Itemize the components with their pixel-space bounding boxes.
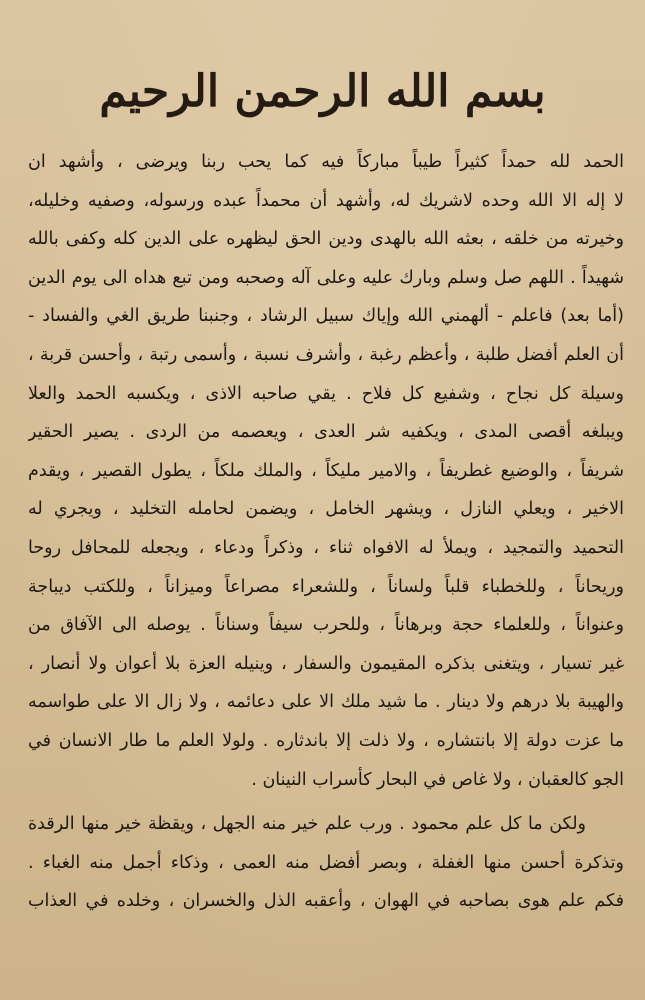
text-line: وخيرته من خلقه ، بعثه الله بالهدى ودين الحق ليظهره على الدين كله وكفى بالله bbox=[28, 229, 624, 250]
text-line: لا إله الا الله وحده لاشريك له، وأشهد أن محمداً عبده ورسوله، وصفيه وخليله، bbox=[28, 190, 624, 211]
text-line: شهيداً . اللهم صل وسلم وبارك عليه وعلى آله وصحبه ومن تبع هداه الى يوم الدين bbox=[28, 267, 624, 288]
text-line: والهيبة بلا درهم ولا دينار . ما شيد ملك الا على دعائمه ، ولا زال الا على طواسمه bbox=[28, 692, 624, 713]
text-line: التحميد والتمجيد ، ويملأ له الافواه ثناء ، وذكراً ودعاء ، ويجعله للمحافل روحا bbox=[28, 537, 624, 558]
text-line: ويبلغه أقصى المدى ، ويكفيه شر العدى ، ويعصمه من الردى . يصير الحقير bbox=[28, 422, 624, 443]
text-line: أن العلم أفضل طلبة ، وأعظم رغبة ، وأشرف نسبة ، وأسمى رتبة ، وأحسن قربة ، bbox=[28, 344, 624, 365]
text-line: غير تسيار ، ويتغنى بذكره المقيمون والسفار ، وينيله العزة بلا أعوان ولا أنصار ، bbox=[28, 653, 624, 674]
text-line: وعنواناً ، وللعلماء حجة وبرهاناً ، وللحرب سيفاً وسناناً . يوصله الى الآفاق من bbox=[28, 615, 624, 636]
text-line: ما عزت دولة إلا بانتشاره ، ولا ذلت إلا باندثاره . ولولا العلم ما طار الانسان في bbox=[28, 730, 624, 751]
text-line: الاخير ، ويعلي النازل ، ويشهر الخامل ، ويضمن لحامله التخليد ، ويجري له bbox=[28, 499, 624, 520]
text-line: وريحاناً ، وللخطباء قلباً ولساناً ، وللشعراء مصراعاً وميزاناً ، وللكتب ديباجة bbox=[28, 576, 624, 597]
text-line: شريفاً ، والوضيع غطريفاً ، والامير مليكاً ، والملك ملكاً ، يطول القصير ، ويقدم bbox=[28, 460, 624, 481]
body-text bbox=[28, 143, 624, 921]
text-line: ولكن ما كل علم محمود . ورب علم خير منه الجهل ، ويقظة خير منها الرقدة bbox=[28, 814, 586, 835]
basmala-heading: بسم الله الرحمن الرحيم bbox=[99, 66, 546, 117]
text-line: (أما بعد) فاعلم - ألهمني الله وإياك سبيل الرشاد ، وجنبنا طريق الغي والفساد - bbox=[28, 306, 624, 327]
text-line: وسيلة كل نجاح ، وشفيع كل فلاح . يقي صاحبه الاذى ، ويكسبه الحمد والعلا bbox=[28, 383, 624, 404]
text-line: الجو كالعقبان ، ولا غاص في البحار كأسراب النينان . bbox=[251, 769, 624, 790]
text-line: الحمد لله حمداً كثيراً طيباً مباركاً فيه كما يحب ربنا ويرضى ، وأشهد ان bbox=[28, 152, 624, 172]
text-line: وتذكرة أحسن منها الغفلة ، وبصر أفضل منه العمى ، وذكاء أجمل منه الغباء . bbox=[28, 852, 624, 873]
text-line: فكم علم هوى بصاحبه في الهوان ، وأعقبه الذل والخسران ، وخلده في العذاب bbox=[28, 891, 624, 912]
